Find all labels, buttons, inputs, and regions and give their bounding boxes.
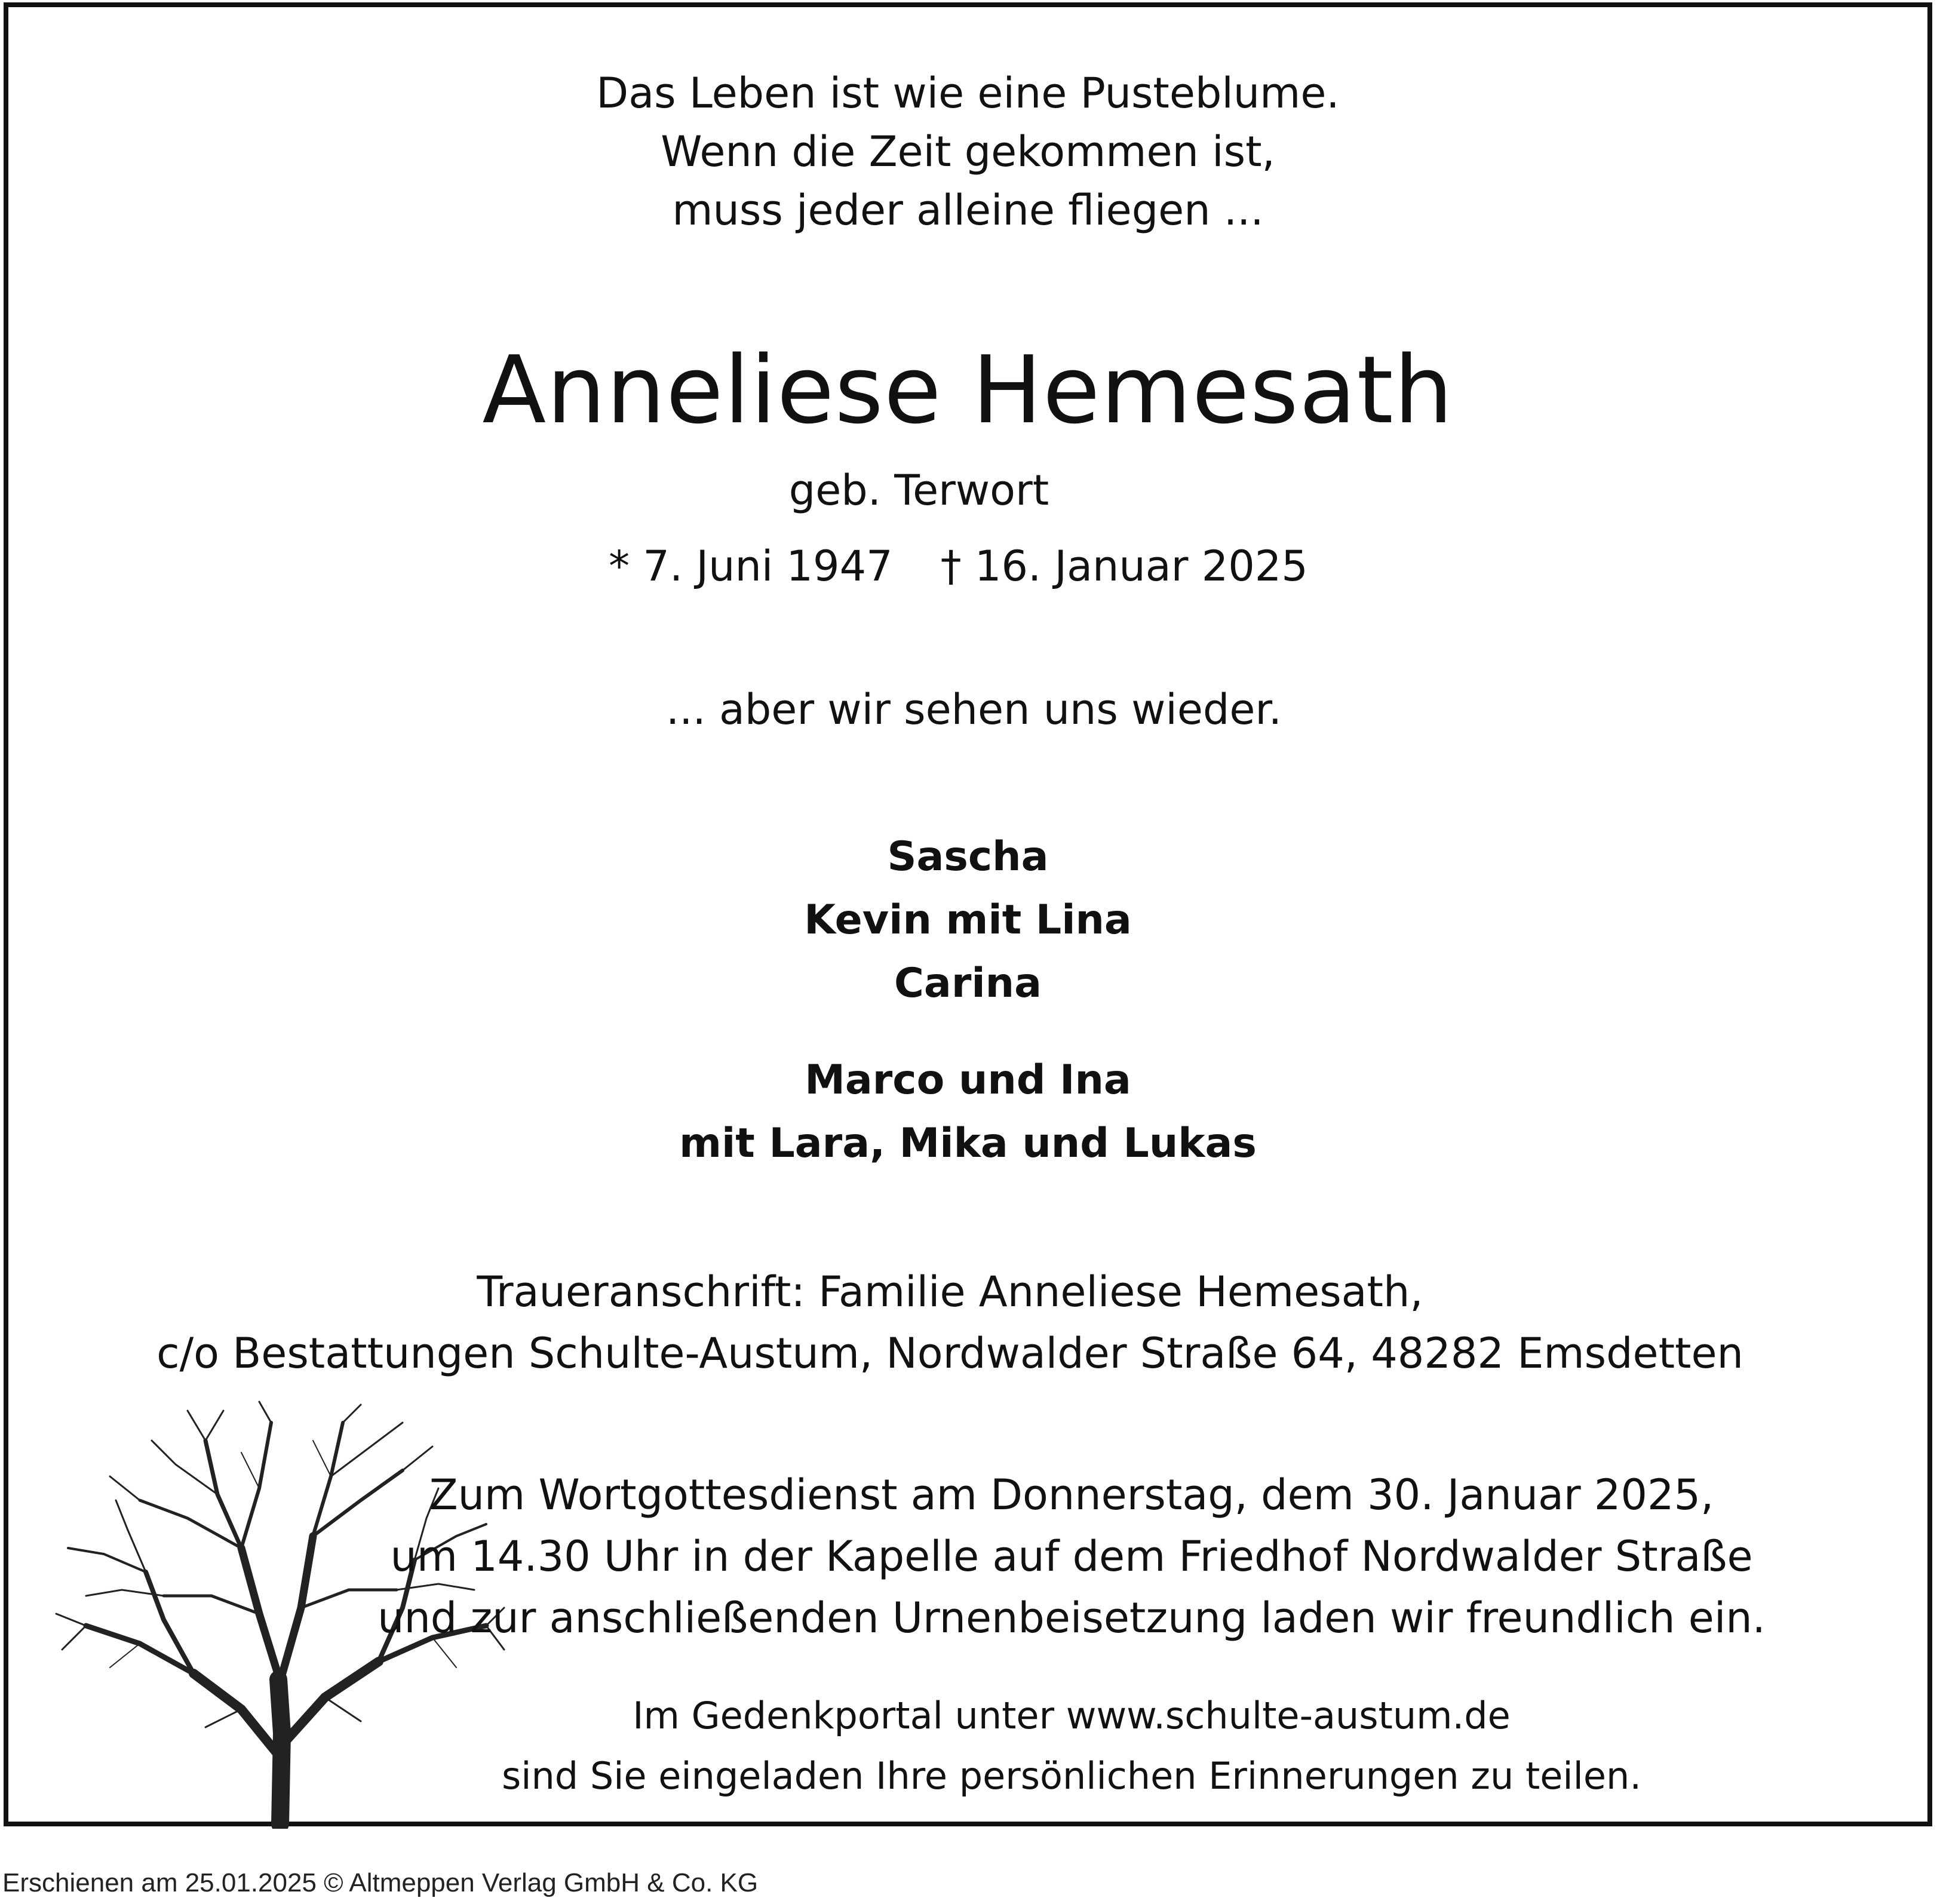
service-line-2: um 14.30 Uhr in der Kapelle auf dem Friedhof Nordwalder Straße (390, 1532, 1753, 1581)
portal-line-2: sind Sie eingeladen Ihre persönlichen Erinnerungen zu teilen. (501, 1754, 1642, 1798)
address-line-1: Traueranschrift: Familie Anneliese Hemesath, (477, 1267, 1423, 1316)
poem-line-3: muss jeder alleine fliegen ... (672, 186, 1264, 235)
family-member: Carina (894, 960, 1042, 1007)
family-member: mit Lara, Mika und Lukas (679, 1120, 1257, 1167)
death-date: † 16. Januar 2025 (940, 542, 1308, 591)
memorial-portal-note (205, 1685, 1938, 1806)
deceased-name: Anneliese Hemesath (482, 336, 1454, 444)
family-member: Sascha (887, 833, 1049, 880)
obituary-notice (4, 2, 1932, 1826)
mourning-address (0, 1261, 1910, 1384)
address-line-2: c/o Bestattungen Schulte-Austum, Nordwalder Straße 64, 48282 Emsdetten (156, 1329, 1743, 1378)
publication-imprint: Erschienen am 25.01.2025 © Altmeppen Verlag GmbH & Co. KG (2, 1868, 759, 1897)
portal-line-1: Im Gedenkportal unter www.schulte-austum.de (633, 1694, 1511, 1737)
maiden-name: geb. Terwort (788, 466, 1049, 515)
family-group-1 (8, 825, 1927, 1015)
family-group-2 (8, 1049, 1927, 1175)
birth-date: * 7. Juni 1947 (609, 542, 893, 591)
service-invitation (205, 1464, 1938, 1649)
poem-line-1: Das Leben ist wie eine Pusteblume. (596, 69, 1340, 118)
family-member: Marco und Ina (805, 1057, 1131, 1104)
family-member: Kevin mit Lina (804, 896, 1132, 944)
service-line-1: Zum Wortgottesdienst am Donnerstag, dem 30. Januar 2025, (429, 1470, 1714, 1519)
service-line-3: und zur anschließenden Urnenbeisetzung laden wir freundlich ein. (377, 1593, 1766, 1642)
life-dates (0, 542, 1918, 591)
poem (8, 64, 1927, 239)
closing-line: ... aber wir sehen uns wieder. (665, 685, 1282, 734)
poem-line-2: Wenn die Zeit gekommen ist, (661, 127, 1275, 176)
